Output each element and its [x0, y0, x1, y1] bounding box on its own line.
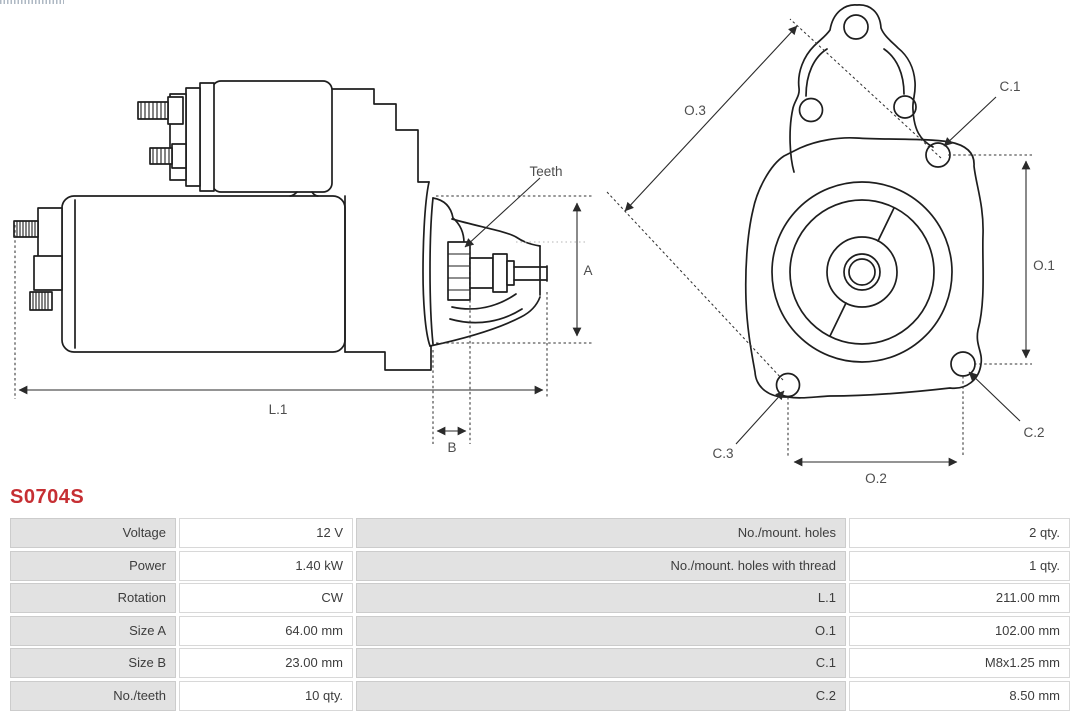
- spec-value: 211.00 mm: [849, 583, 1070, 613]
- dim-o1-label: O.1: [1033, 258, 1055, 273]
- spec-value: 64.00 mm: [179, 616, 353, 646]
- spec-value: 23.00 mm: [179, 648, 353, 678]
- spec-value: 1 qty.: [849, 551, 1070, 581]
- dim-l1-label: L.1: [268, 402, 288, 417]
- spec-label: No./mount. holes: [356, 518, 846, 548]
- spec-label: Voltage: [10, 518, 176, 548]
- spec-label: Power: [10, 551, 176, 581]
- spec-value: 2 qty.: [849, 518, 1070, 548]
- spec-label: C.2: [356, 681, 846, 711]
- spec-value: 8.50 mm: [849, 681, 1070, 711]
- spec-label: L.1: [356, 583, 846, 613]
- spec-value: 102.00 mm: [849, 616, 1070, 646]
- dim-a-label: A: [583, 263, 593, 278]
- spec-label: C.1: [356, 648, 846, 678]
- front-view: [607, 5, 1055, 486]
- spec-value: 1.40 kW: [179, 551, 353, 581]
- spec-label: O.1: [356, 616, 846, 646]
- part-number: S0704S: [10, 486, 85, 508]
- spec-label: Rotation: [10, 583, 176, 613]
- spec-table: [10, 518, 1070, 711]
- dim-c1-label: C.1: [999, 79, 1021, 94]
- spec-label: No./teeth: [10, 681, 176, 711]
- dim-o2-label: O.2: [865, 471, 887, 486]
- spec-label: Size B: [10, 648, 176, 678]
- spec-label: Size A: [10, 616, 176, 646]
- dim-c2-label: C.2: [1023, 425, 1045, 440]
- dim-o3-label: O.3: [684, 103, 706, 118]
- spec-value: 12 V: [179, 518, 353, 548]
- dim-c3-label: C.3: [712, 446, 734, 461]
- spec-value: M8x1.25 mm: [849, 648, 1070, 678]
- spec-value: 10 qty.: [179, 681, 353, 711]
- spec-label: No./mount. holes with thread: [356, 551, 846, 581]
- teeth-label: Teeth: [529, 164, 563, 179]
- side-view: [14, 81, 593, 455]
- spec-value: CW: [179, 583, 353, 613]
- dim-b-label: B: [447, 440, 457, 455]
